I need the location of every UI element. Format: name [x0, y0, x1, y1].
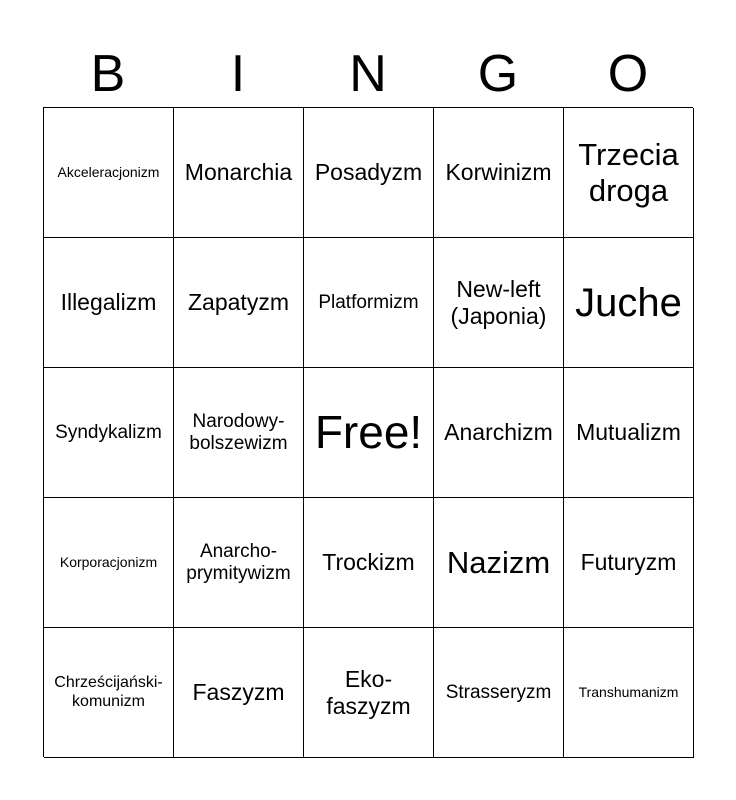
bingo-grid	[43, 107, 693, 757]
bingo-cell[interactable]	[434, 108, 564, 238]
cell-label: Transhumanizm	[578, 684, 679, 701]
cell-label: Trzecia droga	[578, 136, 679, 208]
free-space-cell[interactable]	[304, 368, 434, 498]
cell-label: Zapatyzm	[188, 289, 289, 316]
cell-label: Faszyzm	[192, 679, 285, 706]
bingo-cell[interactable]	[434, 238, 564, 368]
cell-label: Monarchia	[184, 159, 293, 186]
bingo-cell[interactable]	[44, 368, 174, 498]
bingo-cell[interactable]	[434, 368, 564, 498]
header-letter-o: O	[607, 45, 649, 103]
cell-label: Nazizm	[446, 544, 551, 580]
free-space-label: Free!	[314, 406, 423, 459]
cell-label: Eko- faszyzm	[326, 666, 411, 719]
bingo-cell[interactable]	[434, 498, 564, 628]
bingo-cell[interactable]	[44, 498, 174, 628]
bingo-cell[interactable]	[434, 628, 564, 758]
bingo-cell[interactable]	[304, 498, 434, 628]
cell-label: Akceleracjonizm	[57, 164, 160, 181]
bingo-cell[interactable]	[564, 238, 694, 368]
cell-label: Futuryzm	[580, 549, 677, 576]
bingo-cell[interactable]	[564, 628, 694, 758]
bingo-cell[interactable]	[174, 368, 304, 498]
bingo-cell[interactable]	[304, 238, 434, 368]
cell-label: Strasseryzm	[445, 681, 552, 703]
cell-label: Anarchizm	[444, 419, 553, 446]
cell-label: Platformizm	[318, 291, 419, 313]
cell-label: Trockizm	[322, 549, 415, 576]
cell-label: Posadyzm	[314, 159, 423, 186]
bingo-cell[interactable]	[174, 628, 304, 758]
cell-label: Mutualizm	[576, 419, 681, 446]
bingo-header	[43, 40, 693, 108]
bingo-cell[interactable]	[174, 108, 304, 238]
bingo-cell[interactable]	[304, 108, 434, 238]
cell-label: Korwinizm	[445, 159, 552, 186]
cell-label: New-left (Japonia)	[450, 276, 547, 329]
header-letter-n: N	[349, 45, 387, 103]
bingo-cell[interactable]	[44, 238, 174, 368]
bingo-cell[interactable]	[174, 238, 304, 368]
header-letter-g: G	[477, 45, 519, 103]
cell-label: Juche	[575, 280, 682, 325]
cell-label: Narodowy- bolszewizm	[189, 410, 288, 454]
cell-label: Chrześcijański- komunizm	[54, 674, 163, 710]
bingo-cell[interactable]	[174, 498, 304, 628]
bingo-cell[interactable]	[564, 498, 694, 628]
header-letter-b: B	[90, 45, 126, 103]
cell-label: Illegalizm	[60, 289, 157, 316]
bingo-cell[interactable]	[564, 108, 694, 238]
cell-label: Anarcho- prymitywizm	[186, 540, 291, 584]
cell-label: Syndykalizm	[55, 421, 162, 443]
bingo-cell[interactable]	[44, 108, 174, 238]
bingo-cell[interactable]	[44, 628, 174, 758]
cell-label: Korporacjonizm	[59, 554, 158, 571]
header-letter-i: I	[230, 45, 246, 103]
bingo-cell[interactable]	[564, 368, 694, 498]
bingo-cell[interactable]	[304, 628, 434, 758]
